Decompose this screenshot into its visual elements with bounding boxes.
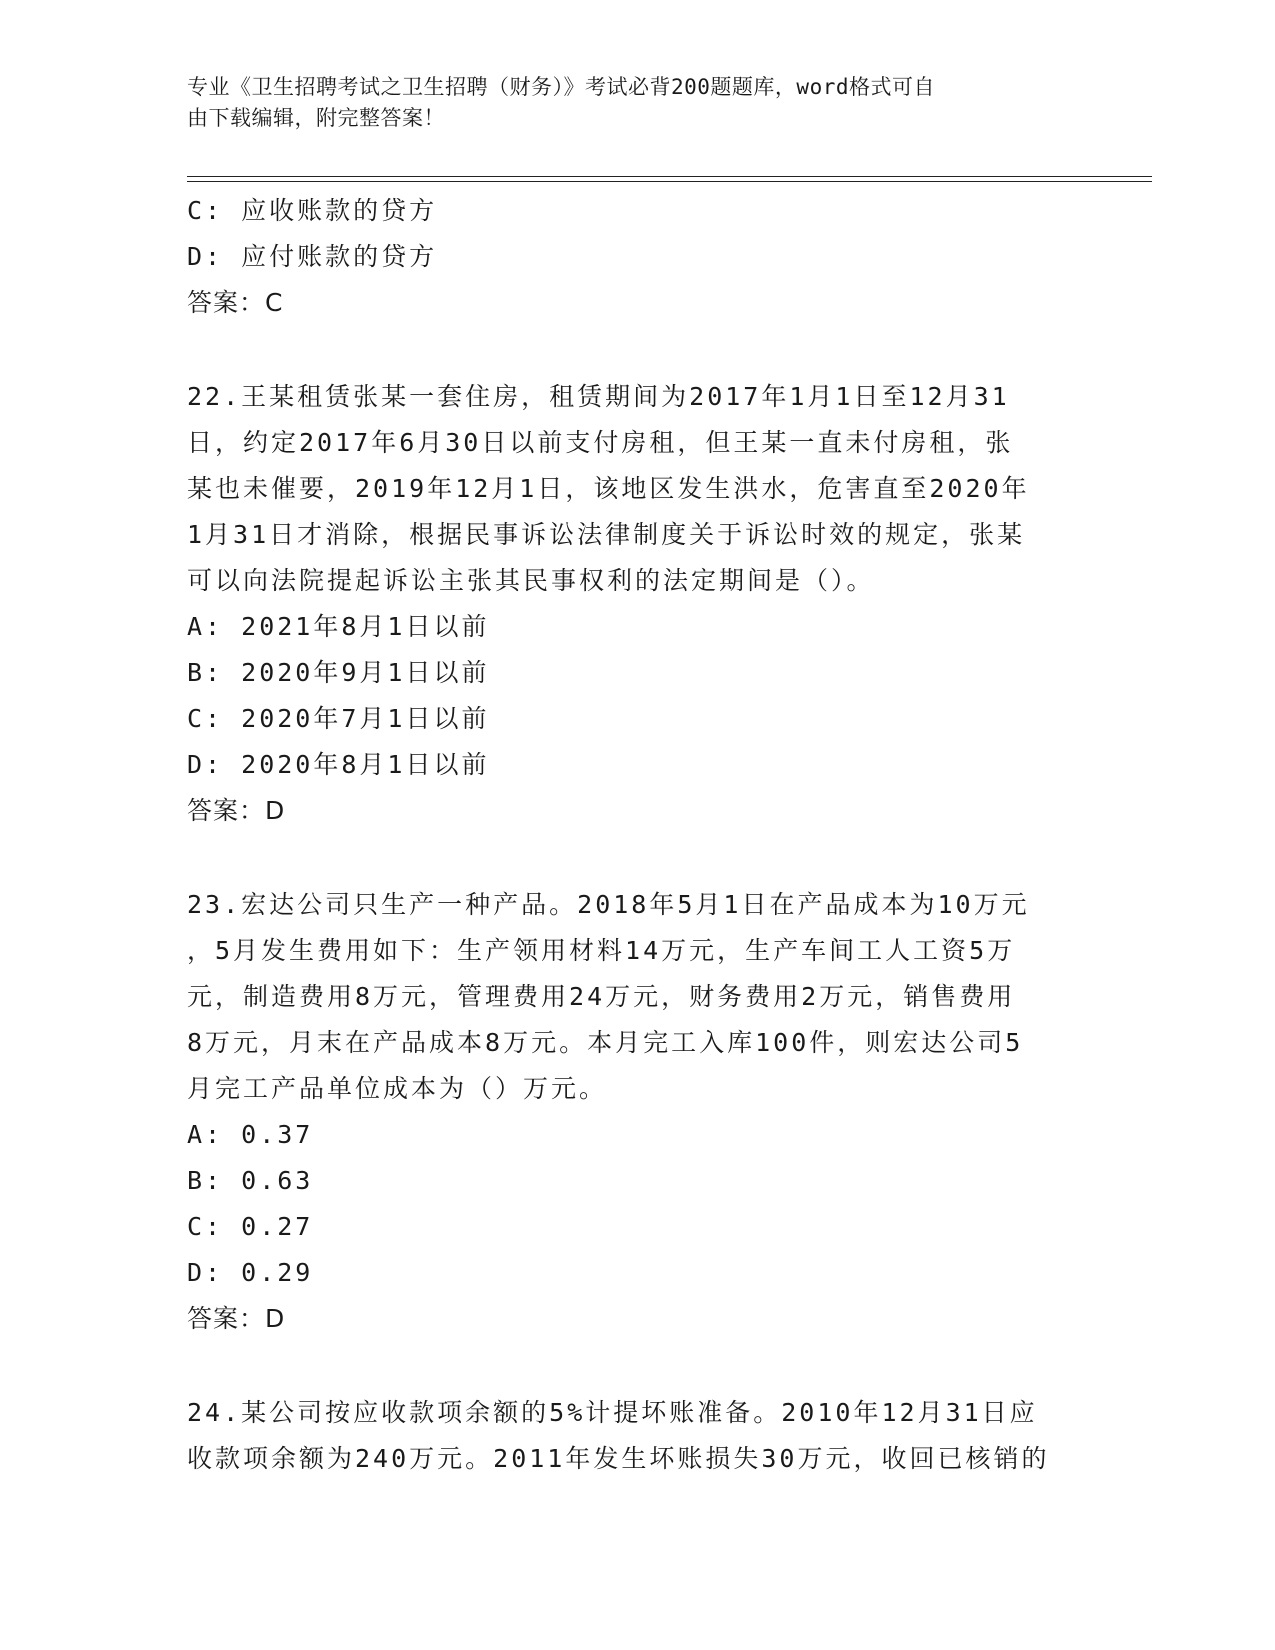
header-line-2: 由下载编辑，附完整答案！ [187, 106, 445, 130]
question-stem-line: 某也未催要，2019年12月1日，该地区发生洪水，危害直至2020年 [187, 474, 1030, 503]
question-stem-line: 1月31日才消除，根据民事诉讼法律制度关于诉讼时效的规定，张某 [187, 520, 1026, 549]
question-stem-line: 日，约定2017年6月30日以前支付房租，但王某一直未付房租，张 [187, 428, 1014, 457]
question-24 [187, 1390, 1087, 1482]
question-stem-line: 收款项余额为240万元。2011年发生坏账损失30万元，收回已核销的 [187, 1444, 1050, 1473]
option-d: D: 2020年8月1日以前 [187, 750, 490, 779]
question-stem-line: 24.某公司按应收款项余额的5%计提坏账准备。2010年12月31日应 [187, 1398, 1038, 1427]
option-b: B: 0.63 [187, 1166, 314, 1195]
document-body [187, 188, 1087, 1482]
option-d: D: 应付账款的贷方 [187, 242, 438, 271]
answer-line: 答案：D [187, 1304, 286, 1333]
answer-line: 答案：C [187, 288, 284, 317]
header-divider-bottom [187, 181, 1152, 182]
question-23 [187, 882, 1087, 1342]
question-stem-line: 月完工产品单位成本为（）万元。 [187, 1074, 608, 1103]
option-c: C: 2020年7月1日以前 [187, 704, 490, 733]
option-b: B: 2020年9月1日以前 [187, 658, 490, 687]
question-spacer [187, 1342, 1087, 1390]
option-a: A: 2021年8月1日以前 [187, 612, 490, 641]
question-stem-line: 元，制造费用8万元，管理费用24万元，财务费用2万元，销售费用 [187, 982, 1016, 1011]
option-c: C: 0.27 [187, 1212, 314, 1241]
option-d: D: 0.29 [187, 1258, 314, 1287]
document-header [187, 72, 1087, 134]
question-21-tail [187, 188, 1087, 326]
option-c: C: 应收账款的贷方 [187, 196, 438, 225]
answer-line: 答案：D [187, 796, 286, 825]
question-spacer [187, 834, 1087, 882]
header-line-1: 专业《卫生招聘考试之卫生招聘（财务）》考试必背200题题库，word格式可自 [187, 75, 935, 99]
question-stem-line: 22.王某租赁张某一套住房，租赁期间为2017年1月1日至12月31 [187, 382, 1010, 411]
question-stem-line: ，5月发生费用如下：生产领用材料14万元，生产车间工人工资5万 [187, 936, 1016, 965]
header-divider-top [187, 176, 1152, 177]
question-stem-line: 可以向法院提起诉讼主张其民事权利的法定期间是（）。 [187, 566, 875, 595]
option-a: A: 0.37 [187, 1120, 314, 1149]
question-stem-line: 8万元，月末在产品成本8万元。本月完工入库100件，则宏达公司5 [187, 1028, 1024, 1057]
question-spacer [187, 326, 1087, 374]
question-stem-line: 23.宏达公司只生产一种产品。2018年5月1日在产品成本为10万元 [187, 890, 1030, 919]
question-22 [187, 374, 1087, 834]
